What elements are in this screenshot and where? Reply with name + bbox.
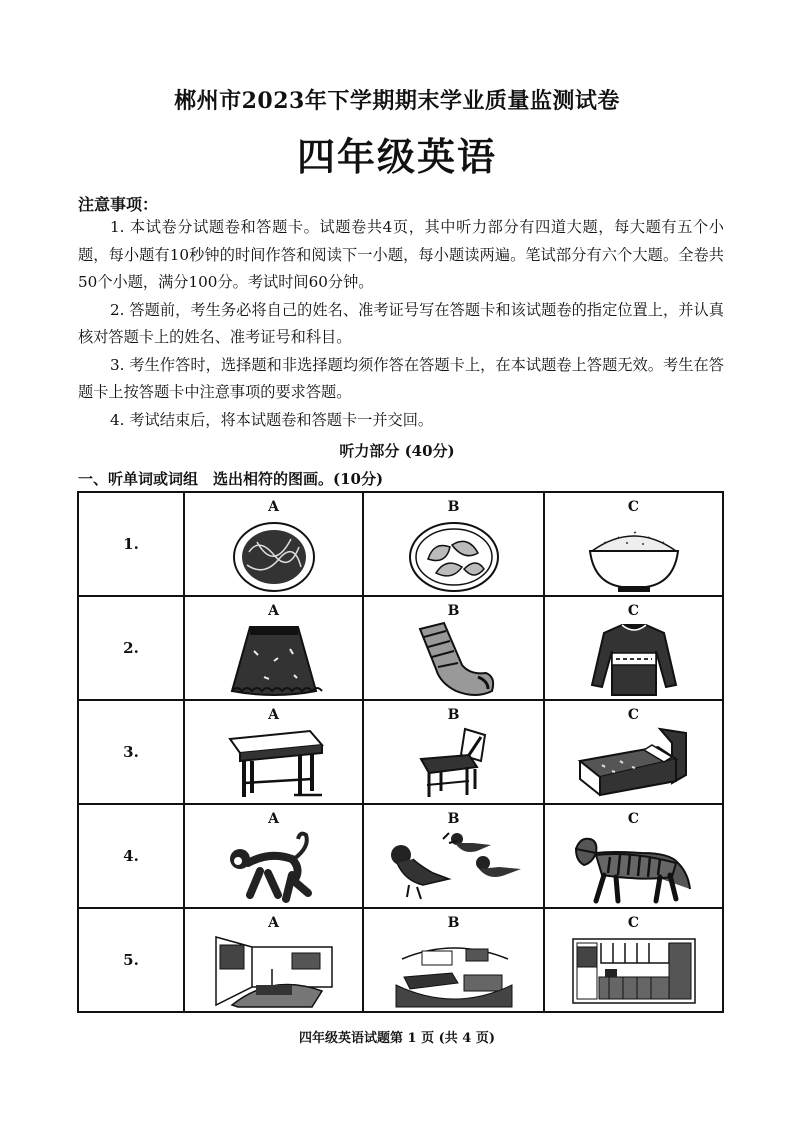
notes-heading: 注意事项： [78, 195, 159, 214]
option-label: C [627, 915, 640, 931]
option-cell[interactable] [544, 700, 723, 804]
monkey-icon [224, 829, 324, 907]
notes-list [78, 214, 724, 434]
bed-icon [572, 725, 696, 803]
question-number: 5. [78, 908, 184, 1012]
tiger-icon [572, 829, 696, 907]
option-label: C [627, 707, 640, 723]
question-number: 2. [78, 596, 184, 700]
option-label: B [447, 707, 460, 723]
sock-icon [406, 621, 502, 699]
option-label: B [447, 499, 460, 515]
option-cell[interactable] [363, 804, 544, 908]
option-cell[interactable] [363, 596, 544, 700]
option-cell[interactable] [544, 492, 723, 596]
option-cell[interactable] [184, 492, 363, 596]
option-cell[interactable] [544, 908, 723, 1012]
option-cell[interactable] [184, 700, 363, 804]
option-cell[interactable] [363, 492, 544, 596]
kitchen-icon [569, 933, 699, 1011]
option-label: A [268, 915, 279, 931]
rice-bowl-icon [584, 517, 684, 595]
option-label: B [447, 915, 460, 931]
picture-choice-table [77, 491, 724, 1013]
question-number: 1. [78, 492, 184, 596]
skirt-icon [224, 621, 324, 699]
listening-section-title: 听力部分 (40分) [339, 442, 455, 460]
question-number: 3. [78, 700, 184, 804]
desk-icon [218, 725, 330, 803]
dumplings-plate-icon [406, 517, 502, 595]
table-row [78, 700, 723, 804]
option-cell[interactable] [544, 804, 723, 908]
option-label: A [268, 603, 279, 619]
option-cell[interactable] [544, 596, 723, 700]
question-1-heading: 一、听单词或词组 选出相符的图画。(10分) [78, 470, 384, 488]
option-cell[interactable] [363, 700, 544, 804]
table-row [78, 908, 723, 1012]
option-label: C [627, 811, 640, 827]
birds-icon [379, 829, 529, 907]
table-row [78, 492, 723, 596]
exam-title: 四年级英语 [296, 134, 497, 179]
note-item-3: 3. 考生作答时，选择题和非选择题均须作答在答题卡上，在本试题卷上答题无效。考生在答题卡上按答题卡中注意事项的要求答题。 [78, 355, 724, 401]
option-cell[interactable] [184, 908, 363, 1012]
living-room-icon [212, 933, 336, 1011]
question-number: 4. [78, 804, 184, 908]
option-label: B [447, 811, 460, 827]
table-row [78, 596, 723, 700]
note-item-4: 4. 考试结束后，将本试题卷和答题卡一并交回。 [110, 410, 434, 429]
option-label: A [268, 499, 279, 515]
page-footer: 四年级英语试题第 1 页 (共 4 页) [298, 1031, 496, 1046]
note-item-1: 1. 本试卷分试题卷和答题卡。试题卷共4页，其中听力部分有四道大题，每大题有五个小题，每小题有10秒钟的时间作答和阅读下一小题，每小题读两遍。笔试部分有六个大题。全卷共50个小题，满分100分。考试时间60分钟。 [78, 218, 724, 291]
option-cell[interactable] [184, 596, 363, 700]
option-cell[interactable] [184, 804, 363, 908]
noodles-plate-icon [229, 517, 319, 595]
study-room-icon [392, 933, 516, 1011]
option-label: C [627, 499, 640, 515]
option-label: A [268, 811, 279, 827]
option-label: B [447, 603, 460, 619]
sweater-icon [586, 621, 682, 699]
exam-subtitle: 郴州市2023年下学期期末学业质量监测试卷 [174, 88, 620, 114]
option-label: A [268, 707, 279, 723]
chair-icon [409, 725, 499, 803]
table-row [78, 804, 723, 908]
option-label: C [627, 603, 640, 619]
option-cell[interactable] [363, 908, 544, 1012]
note-item-2: 2. 答题前，考生务必将自己的姓名、准考证号写在答题卡和该试题卷的指定位置上，并认真核对答题卡上的姓名、准考证号和科目。 [78, 300, 724, 346]
